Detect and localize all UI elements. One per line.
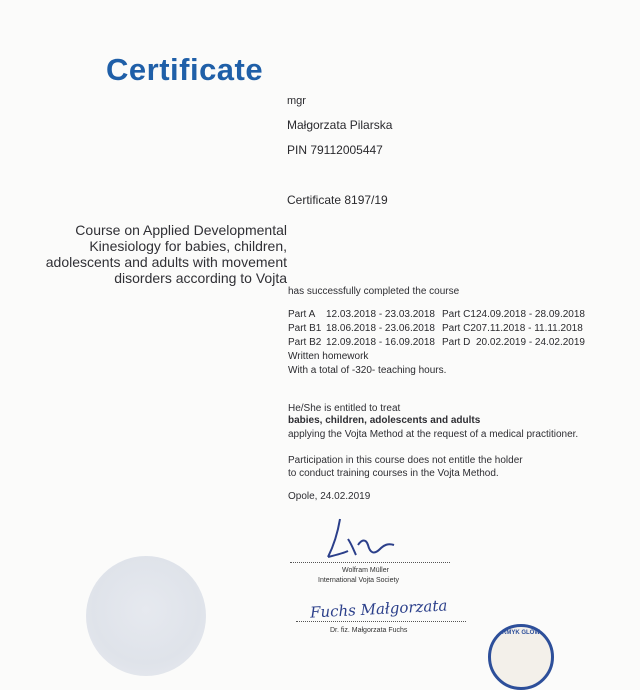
course-part-row: Part B1 18.06.2018 - 23.06.2018 Part C207.11.2018 - 11.11.2018 xyxy=(288,323,583,334)
entitled-line-2: babies, children, adolescents and adults xyxy=(288,415,481,426)
holder-name: Małgorzata Pilarska xyxy=(287,118,393,132)
entitled-line-3: applying the Vojta Method at the request of a medical practitioner. xyxy=(288,429,579,440)
holder-pin: PIN 79112005447 xyxy=(287,143,383,157)
signatory-1-organization: International Vojta Society xyxy=(318,577,399,584)
participation-line-2: to conduct training courses in the Vojta Method. xyxy=(288,468,499,479)
participation-line-1: Participation in this course does not entitle the holder xyxy=(288,455,523,466)
certificate-title: Certificate xyxy=(106,52,264,87)
place-date: Opole, 24.02.2019 xyxy=(288,491,371,502)
completed-text: has successfully completed the course xyxy=(288,286,460,297)
signature-line-2 xyxy=(296,621,466,622)
certificate-number: Certificate 8197/19 xyxy=(287,193,388,207)
entitled-line-1: He/She is entitled to treat xyxy=(288,403,401,414)
course-part-row: Part B2 12.09.2018 - 16.09.2018 Part D 20.02.2019 - 24.02.2019 xyxy=(288,337,585,348)
total-hours: With a total of -320- teaching hours. xyxy=(288,365,447,376)
signatory-1-name: Wolfram Müller xyxy=(342,567,389,574)
signature-wolfram-muller xyxy=(318,515,408,565)
signatory-2-name: Dr. fiz. Małgorzata Fuchs xyxy=(330,627,408,634)
written-homework: Written homework xyxy=(288,351,369,362)
course-title: Course on Applied Developmental Kinesiology for babies, children, adolescents and adults with movement disorders according to Vojta xyxy=(45,222,287,286)
embossed-seal xyxy=(86,556,206,676)
course-parts-list xyxy=(288,308,585,378)
holder-degree: mgr xyxy=(287,95,306,107)
course-part-row: Part A 12.03.2018 - 23.03.2018 Part C124.09.2018 - 28.09.2018 xyxy=(288,309,585,320)
stamp-seal-text: RMYK GLOW xyxy=(502,630,540,636)
signature-fuchs: Fuchs Małgorzata xyxy=(309,596,448,622)
signature-line-1 xyxy=(290,562,450,563)
